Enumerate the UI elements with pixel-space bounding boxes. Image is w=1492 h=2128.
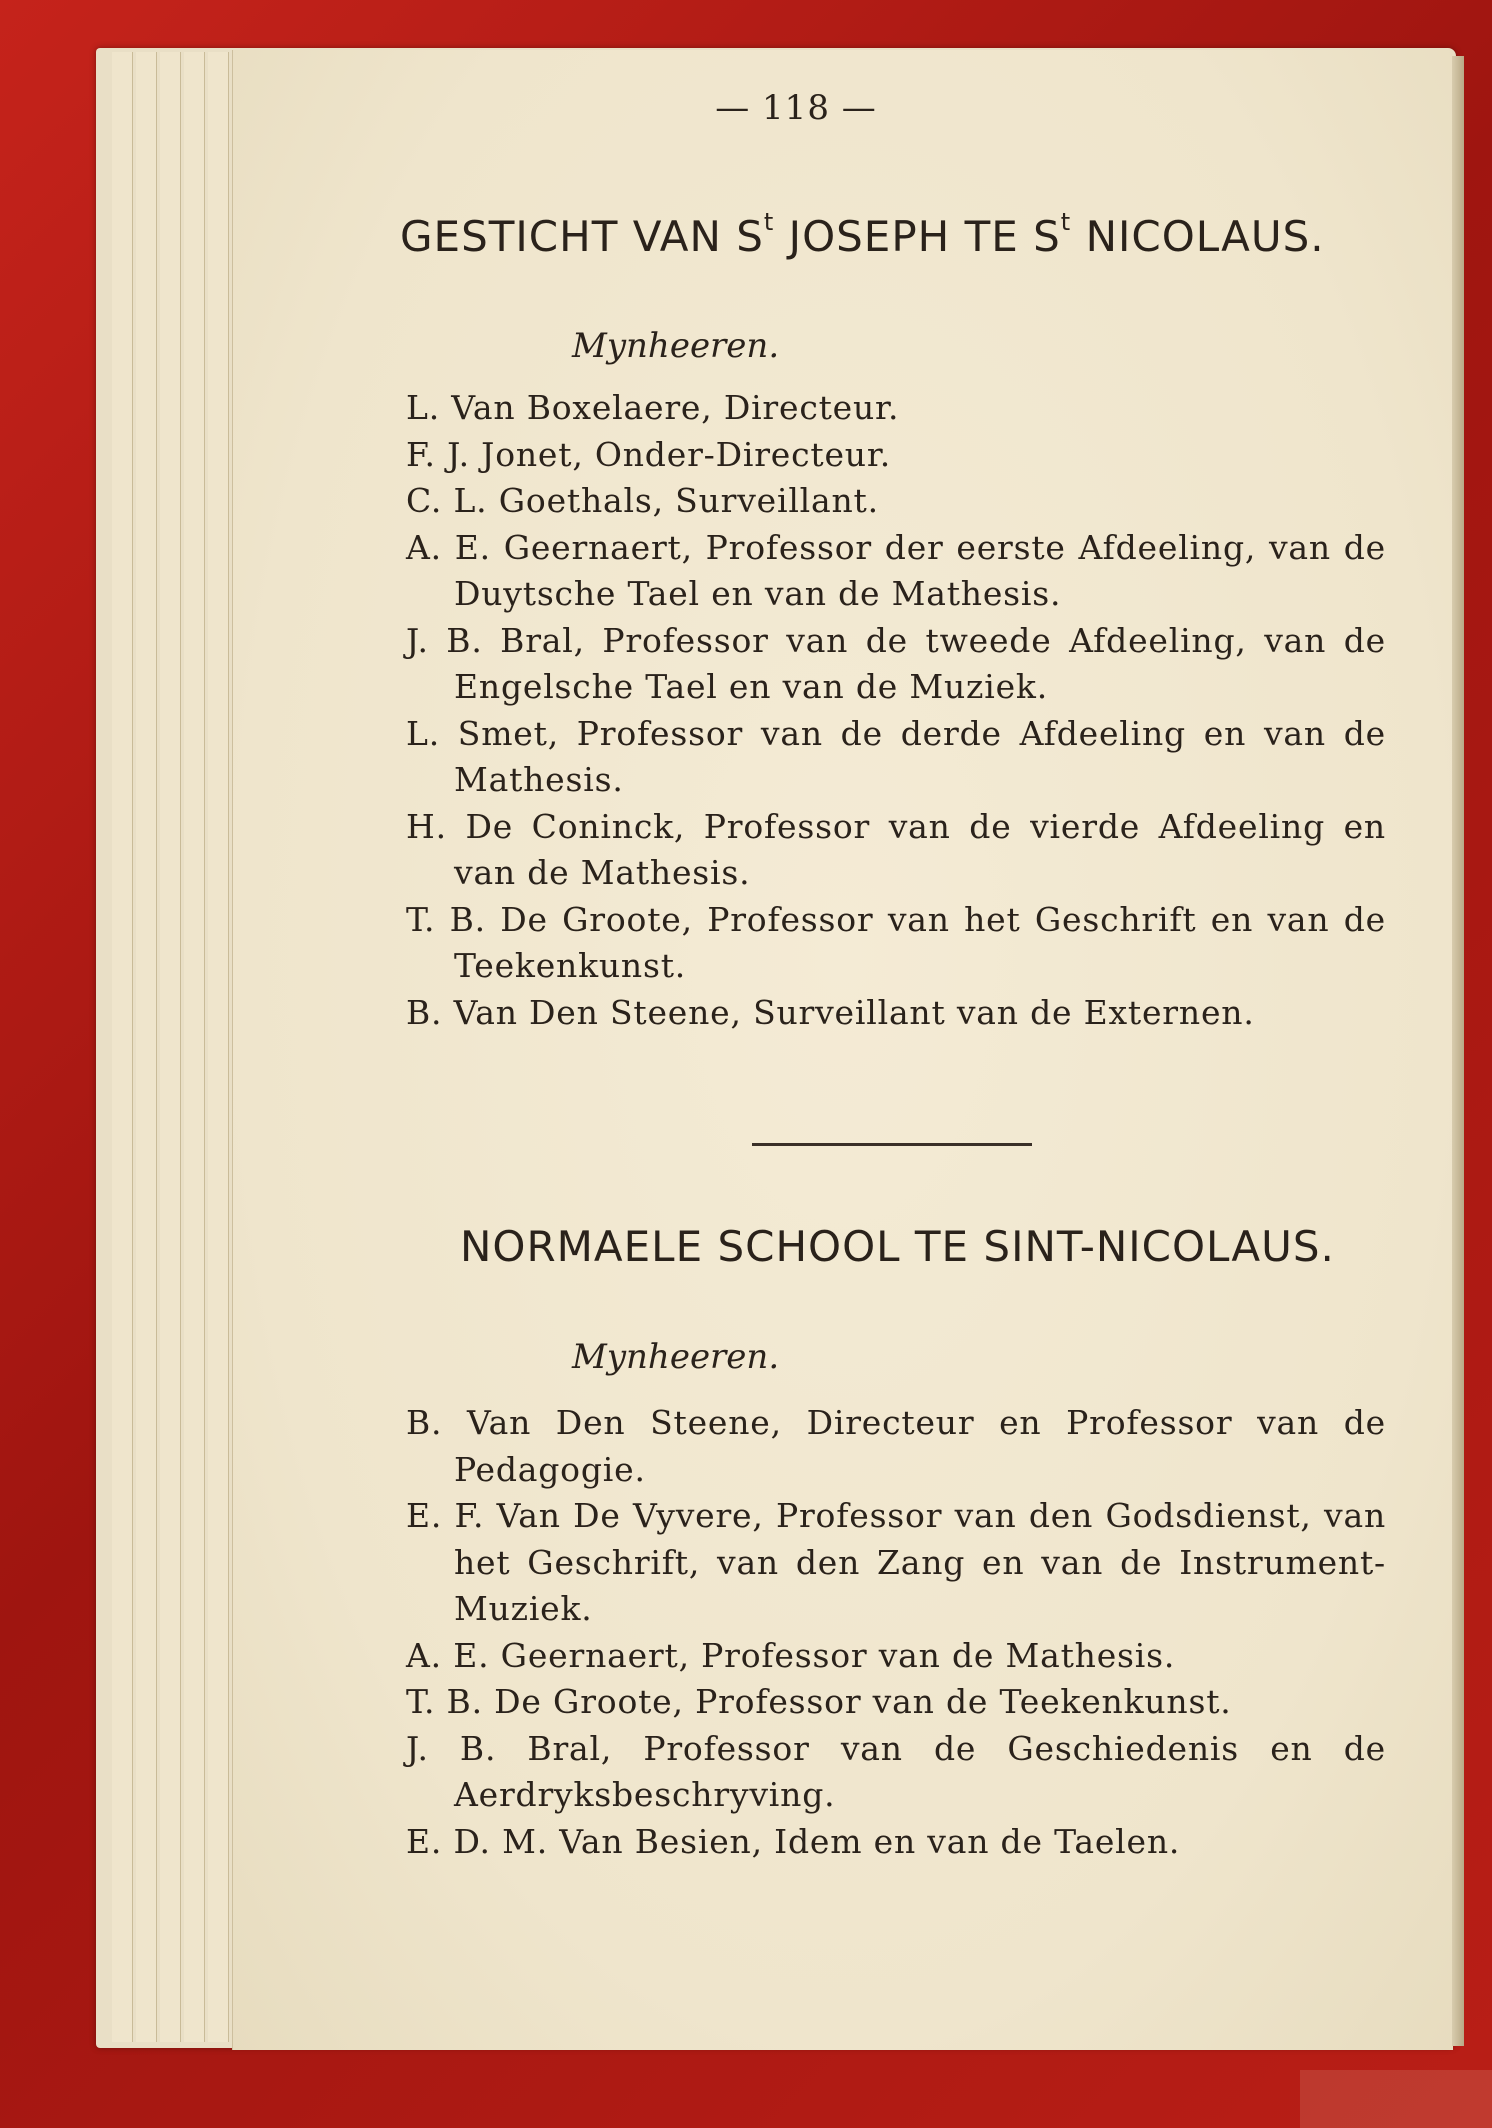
staff-entry: F. J. Jonet, Onder-Directeur.	[406, 434, 892, 474]
page-edge	[1452, 56, 1464, 2046]
salutation: Mynheeren.	[572, 1337, 780, 1377]
staff-entry: T. B. De Groote, Professor van de Teekenkunst.	[406, 1682, 1232, 1721]
staff-entry: A. E. Geernaert, Professor van de Mathesis.	[406, 1635, 1176, 1675]
section-title-gesticht: GESTICHT VAN $S^t$ JOSEPH TE $S^t$ NICOLAUS.	[400, 208, 1325, 261]
page-leaf	[136, 52, 157, 2042]
staff-entry: J. B. Bral, Professor van de tweede Afdeeling, van de Engelsche Tael en van de Muziek.	[406, 620, 1386, 706]
staff-entry: T. B. De Groote, Professor van het Geschrift en van de Teekenkunst.	[406, 899, 1386, 985]
section-divider	[752, 1143, 1032, 1146]
staff-list-gesticht	[406, 385, 1386, 1036]
staff-entry: C. L. Goethals, Surveillant.	[406, 481, 879, 520]
salutation: Mynheeren.	[572, 326, 780, 366]
staff-entry: B. Van Den Steene, Directeur en Professor van de Pedagogie.	[406, 1403, 1386, 1489]
page-leaf	[184, 52, 205, 2042]
staff-list-normaele	[406, 1400, 1386, 1865]
staff-entry: H. De Coninck, Professor van de vierde Afdeeling en van de Mathesis.	[406, 806, 1386, 892]
cover-edge	[1300, 2070, 1492, 2128]
staff-entry: J. B. Bral, Professor van de Geschiedenis en de Aerdryksbeschryving.	[406, 1728, 1386, 1814]
staff-entry: L. Smet, Professor van de derde Afdeeling en van de Mathesis.	[406, 713, 1386, 799]
staff-entry: E. F. Van De Vyvere, Professor van den Godsdienst, van het Geschrift, van den Zang en van de Instrument-Muziek.	[406, 1496, 1386, 1628]
page-leaf	[208, 52, 229, 2042]
staff-entry: B. Van Den Steene, Surveillant van de Externen.	[406, 992, 1255, 1032]
section-title-normaele: NORMAELE SCHOOL TE SINT-NICOLAUS.	[460, 1222, 1335, 1271]
page-leaf	[160, 52, 181, 2042]
staff-entry: L. Van Boxelaere, Directeur.	[406, 388, 900, 427]
page-leaf	[112, 52, 133, 2042]
staff-entry: A. E. Geernaert, Professor der eerste Afdeeling, van de Duytsche Tael en van de Mathesis.	[406, 527, 1386, 613]
staff-entry: E. D. M. Van Besien, Idem en van de Taelen.	[406, 1821, 1181, 1861]
